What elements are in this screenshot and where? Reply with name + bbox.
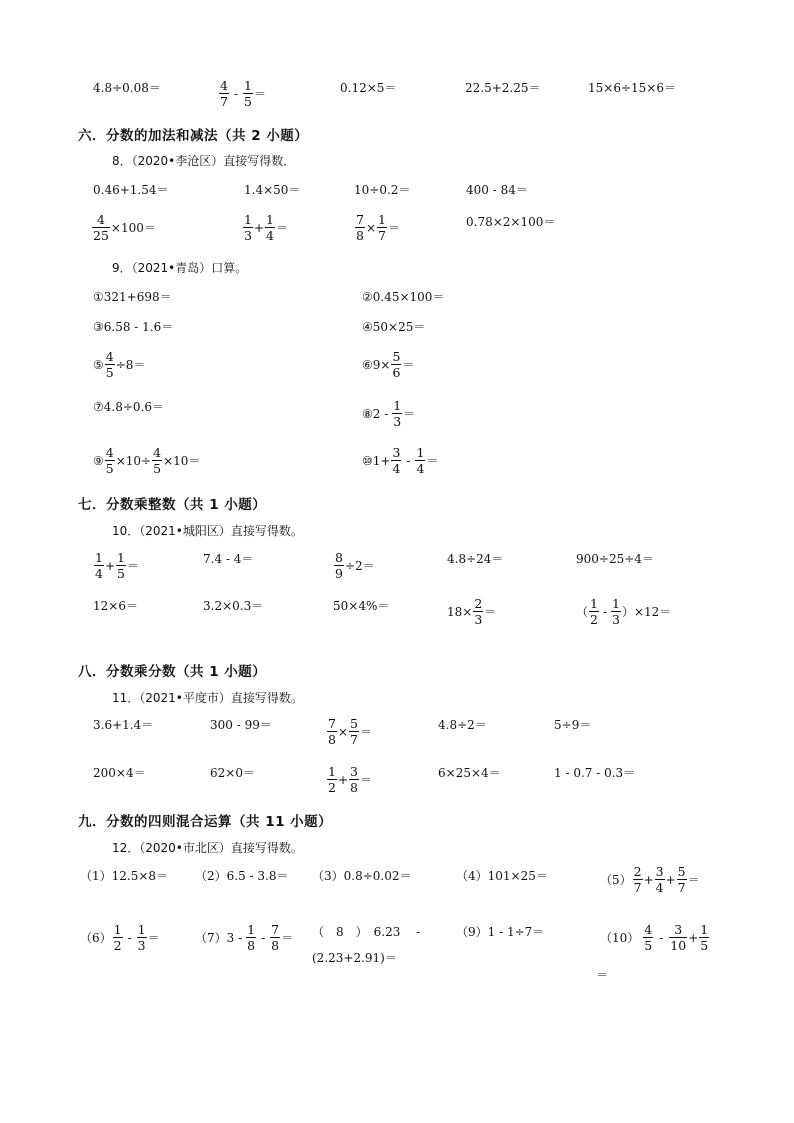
fraction-4-5-c: $\frac{4}{5}$ bbox=[153, 445, 162, 476]
fraction-1-5-c: $\frac{1}{5}$ bbox=[700, 922, 709, 953]
fraction-3-10: 3 10 bbox=[670, 922, 687, 953]
fraction-1-5-b: $\frac{1}{5}$ bbox=[117, 550, 125, 581]
q10-item-1: 1 4 + $\frac{1}{5}$ ＝ bbox=[95, 550, 139, 581]
section-8-title: 八．分数乘分数（共 1 小题） bbox=[78, 664, 267, 680]
question-8-label: 8．（2020•李沧区）直接写得数． bbox=[112, 154, 296, 168]
q9-item-4: ④50×25＝ bbox=[362, 320, 426, 334]
q11-item-2: 300 - 99＝ bbox=[210, 718, 272, 732]
q8-item-4: 400 - 84＝ bbox=[466, 183, 528, 197]
q8-item-1: 0.46+1.54＝ bbox=[93, 183, 169, 197]
q12-item-4: （4）101×25＝ bbox=[456, 869, 548, 883]
q8-item-3: 10÷0.2＝ bbox=[354, 183, 411, 197]
fraction-8-9: $\frac{8}{9}$ bbox=[335, 550, 343, 581]
fraction-1-5: 1 5 bbox=[244, 78, 252, 109]
fraction-3-4: $\frac{3}{4}$ bbox=[392, 445, 401, 476]
section-9-title: 九．分数的四则混合运算（共 11 小题） bbox=[78, 814, 333, 830]
q10-item-3: $\frac{8}{9}$ ÷2＝ bbox=[335, 550, 375, 581]
q11-item-3: $\frac{7}{8}$ × $\frac{5}{7}$ ＝ bbox=[328, 716, 372, 747]
problem-row0-5: 15×6÷15×6＝ bbox=[588, 81, 676, 95]
q9-item-9: ⑨ $\frac{4}{5}$ ×10÷ $\frac{4}{5}$ ×10＝ bbox=[93, 445, 201, 476]
fraction-1-3-b: 1 3 bbox=[393, 398, 402, 429]
fraction-1-2-b: 1 2 bbox=[328, 764, 336, 795]
q10-item-7: 3.2×0.3＝ bbox=[203, 599, 264, 613]
q12-item-8-line2: (2.23+2.91)＝ bbox=[312, 951, 397, 965]
fraction-1-4-b: 1 4 bbox=[416, 445, 425, 476]
q9-item-7: ⑦4.8÷0.6＝ bbox=[93, 400, 164, 414]
q8-item-8: 0.78×2×100＝ bbox=[466, 215, 556, 229]
q12-item-9: （9）1 - 1÷7＝ bbox=[456, 925, 545, 939]
q12-item-3: （3）0.8÷0.02＝ bbox=[312, 869, 412, 883]
section-6-title: 六．分数的加法和减法（共 2 小题） bbox=[78, 128, 309, 144]
q12-item-6: （6） 1 2 - 1 3 ＝ bbox=[80, 922, 160, 953]
problem-row0-2: 4 7 - 1 5 ＝ bbox=[220, 78, 266, 109]
q10-item-10: （ 1 2 - 1 3 ）×12＝ bbox=[576, 596, 672, 627]
fraction-1-3-d: 1 3 bbox=[137, 922, 146, 953]
question-9-label: 9．（2021•青岛）口算。 bbox=[112, 261, 248, 275]
fraction-4-5-b: $\frac{4}{5}$ bbox=[105, 445, 114, 476]
q10-item-9: 18× $\frac{2}{3}$ ＝ bbox=[447, 596, 497, 627]
q10-item-5: 900÷25÷4＝ bbox=[576, 552, 654, 566]
q9-item-2: ②0.45×100＝ bbox=[362, 290, 445, 304]
q12-item-7: （7）3 - 1 8 - 7 8 ＝ bbox=[195, 922, 294, 953]
fraction-1-2-c: 1 2 bbox=[113, 922, 122, 953]
q11-item-1: 3.6+1.4＝ bbox=[93, 718, 154, 732]
problem-row0-3: 0.12×5＝ bbox=[340, 81, 397, 95]
fraction-4-5: $\frac{4}{5}$ bbox=[105, 349, 114, 380]
q10-item-2: 7.4 - 4＝ bbox=[203, 552, 254, 566]
q10-item-4: 4.8÷24＝ bbox=[447, 552, 504, 566]
q12-item-8-line1: （ 8 ） 6.23 - bbox=[312, 925, 421, 939]
q8-item-6: 1 3 + $\frac{1}{4}$ ＝ bbox=[244, 212, 288, 243]
q11-item-8: 1 2 + $\frac{3}{8}$ ＝ bbox=[328, 764, 372, 795]
section-7-title: 七．分数乘整数（共 1 小题） bbox=[78, 497, 267, 513]
q11-item-10: 1 - 0.7 - 0.3＝ bbox=[554, 766, 636, 780]
q9-item-3: ③6.58 - 1.6＝ bbox=[93, 320, 174, 334]
fraction-1-8: 1 8 bbox=[247, 922, 256, 953]
q10-item-6: 12×6＝ bbox=[93, 599, 138, 613]
fraction-5-6: $\frac{5}{6}$ bbox=[392, 349, 401, 380]
q9-item-6: ⑥9× $\frac{5}{6}$ ＝ bbox=[362, 349, 415, 380]
question-12-label: 12．（2020•市北区）直接写得数。 bbox=[112, 841, 303, 855]
fraction-1-2: 1 2 bbox=[590, 596, 598, 627]
q11-item-7: 62×0＝ bbox=[210, 766, 255, 780]
fraction-1-4-c: 1 4 bbox=[95, 550, 103, 581]
fraction-1-3-c: 1 3 bbox=[612, 596, 620, 627]
q10-item-8: 50×4%＝ bbox=[333, 599, 390, 613]
fraction-4-7: 4 7 bbox=[220, 78, 228, 109]
q9-item-8: ⑧2 - 1 3 ＝ bbox=[362, 398, 416, 429]
fraction-5-7-b: $\frac{5}{7}$ bbox=[677, 864, 686, 895]
q12-item-10: （10） 4 5 - 3 10 + $\frac{1}{5}$ bbox=[600, 922, 709, 953]
q8-item-7: $\frac{7}{8}$ × $\frac{1}{7}$ ＝ bbox=[356, 212, 400, 243]
problem-row0-1: 4.8÷0.08＝ bbox=[93, 81, 161, 95]
fraction-4-25: $\frac{4}{25}$ bbox=[93, 212, 109, 243]
question-10-label: 10．（2021•城阳区）直接写得数。 bbox=[112, 524, 303, 538]
q8-item-2: 1.4×50＝ bbox=[244, 183, 301, 197]
q9-item-5: ⑤ $\frac{4}{5}$ ÷8＝ bbox=[93, 349, 146, 380]
fraction-2-3: $\frac{2}{3}$ bbox=[474, 596, 483, 627]
fraction-7-8-b: $\frac{7}{8}$ bbox=[328, 716, 336, 747]
q12-item-5: （5） 2 7 + $\frac{3}{4}$ + $\frac{5}{7}$ ＝ bbox=[600, 864, 700, 895]
fraction-1-3: 1 3 bbox=[244, 212, 252, 243]
fraction-4-5-d: 4 5 bbox=[644, 922, 653, 953]
q12-item-2: （2）6.5 - 3.8＝ bbox=[195, 869, 289, 883]
q11-item-5: 5÷9＝ bbox=[554, 718, 592, 732]
question-11-label: 11．（2021•平度市）直接写得数。 bbox=[112, 691, 303, 705]
q12-item-10-equals: ＝ bbox=[596, 968, 609, 982]
q11-item-9: 6×25×4＝ bbox=[438, 766, 501, 780]
fraction-7-8-c: 7 8 bbox=[271, 922, 280, 953]
q8-item-5: $\frac{4}{25}$ ×100＝ bbox=[93, 212, 156, 243]
fraction-3-4-b: $\frac{3}{4}$ bbox=[655, 864, 664, 895]
q12-item-1: （1）12.5×8＝ bbox=[80, 869, 169, 883]
fraction-5-7: $\frac{5}{7}$ bbox=[350, 716, 358, 747]
fraction-1-4: $\frac{1}{4}$ bbox=[266, 212, 274, 243]
fraction-2-7: 2 7 bbox=[633, 864, 642, 895]
fraction-7-8: $\frac{7}{8}$ bbox=[356, 212, 364, 243]
q11-item-6: 200×4＝ bbox=[93, 766, 146, 780]
q9-item-1: ①321+698＝ bbox=[93, 290, 172, 304]
q11-item-4: 4.8÷2＝ bbox=[438, 718, 487, 732]
problem-row0-4: 22.5+2.25＝ bbox=[465, 81, 541, 95]
fraction-1-7: $\frac{1}{7}$ bbox=[378, 212, 386, 243]
q9-item-10: ⑩1+ $\frac{3}{4}$ - 1 4 ＝ bbox=[362, 445, 439, 476]
fraction-3-8: $\frac{3}{8}$ bbox=[350, 764, 358, 795]
